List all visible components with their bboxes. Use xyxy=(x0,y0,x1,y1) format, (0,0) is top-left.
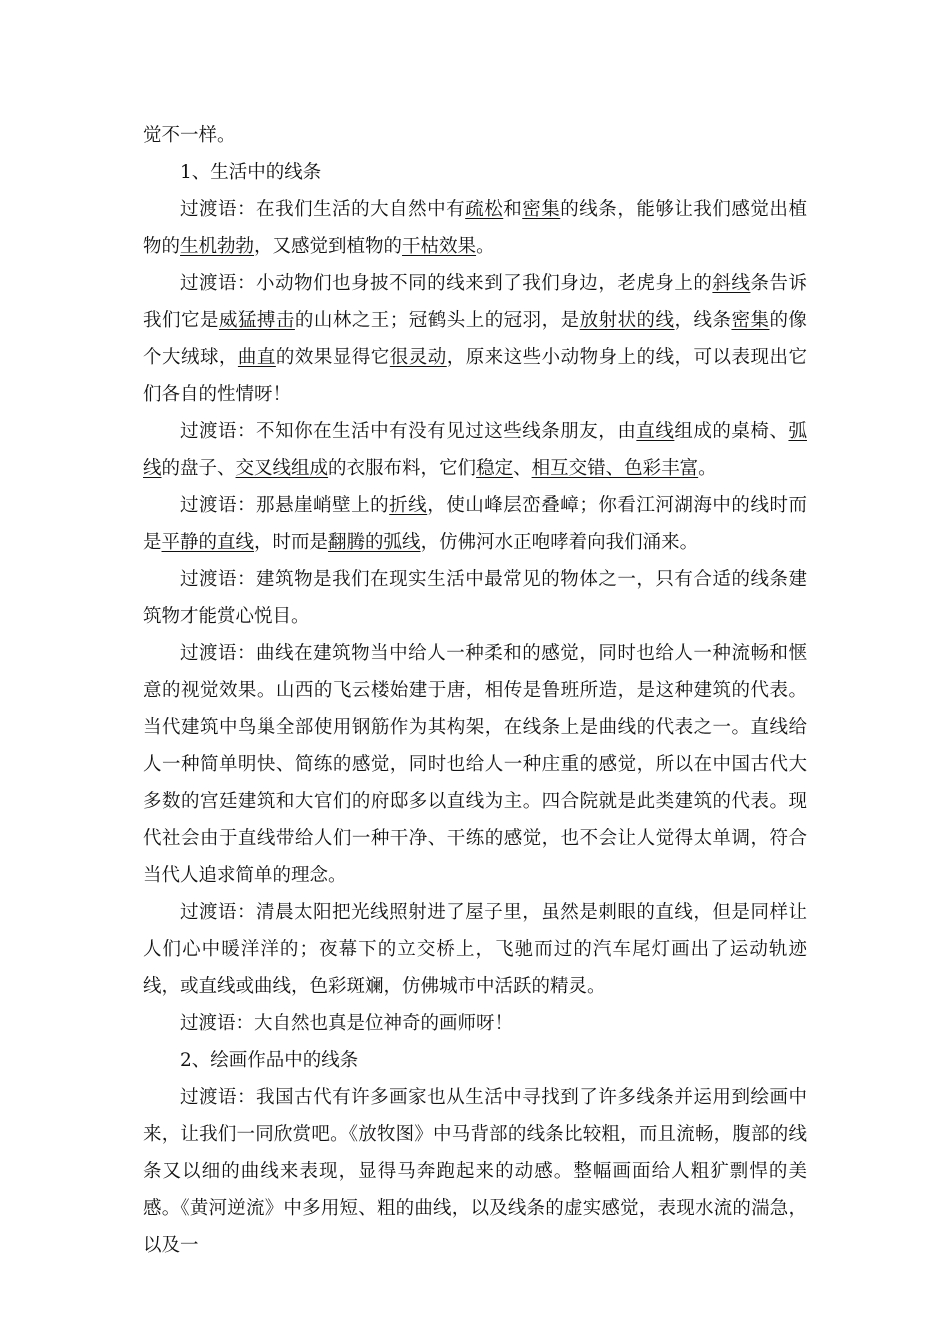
paragraph xyxy=(143,635,807,894)
underlined-text: 交叉线组成 xyxy=(235,458,329,479)
text-run: ，使山峰层峦叠嶂；你看江河湖海中的线时而是 xyxy=(143,495,807,553)
text-run: 过渡语：那悬崖峭壁上的 xyxy=(180,495,390,516)
paragraph xyxy=(143,1079,807,1264)
paragraph xyxy=(143,191,807,265)
underlined-text: 相互交错、色彩丰富 xyxy=(531,458,699,479)
underlined-text: 密集 xyxy=(731,310,770,331)
underlined-text: 平静的直线 xyxy=(161,532,255,553)
text-run: 的山林之王；冠鹤头上的冠羽，是 xyxy=(294,310,580,331)
text-run: ，又感觉到植物的 xyxy=(254,236,403,257)
underlined-text: 生机勃勃 xyxy=(180,236,255,257)
paragraph xyxy=(143,117,807,154)
underlined-text: 斜线 xyxy=(712,273,751,294)
text-run: ，线条 xyxy=(674,310,732,331)
text-run: ，仿佛河水正咆哮着向我们涌来。 xyxy=(420,532,699,553)
underlined-text: 威猛搏击 xyxy=(218,310,295,331)
text-run: ，原来这些小动物身上的线，可以表现出它们各自的性情呀！ xyxy=(143,347,807,405)
text-run: 过渡语：曲线在建筑物当中给人一种柔和的感觉，同时也给人一种流畅和惬意的视觉效果。山西的飞云楼始建于唐，相传是鲁班所造，是这种建筑的代表。当代建筑中鸟巢全部使用钢筋作为其构架，在线条上是曲线的代表之一。直线给人一种简单明快、简练的感觉，同时也给人一种庄重的感觉，所以在中国古代大多数的宫廷建筑和大官们的府邸多以直线为主。四合院就是此类建筑的代表。现代社会由于直线带给人们一种干净、干练的感觉，也不会让人觉得太单调，符合当代人追求简单的理念。 xyxy=(143,643,807,886)
text-run: 过渡语：小动物们也身披不同的线来到了我们身边，老虎身上的 xyxy=(180,273,713,294)
text-run: 过渡语：建筑物是我们在现实生活中最常见的物体之一，只有合适的线条建筑物才能赏心悦目。 xyxy=(143,569,807,627)
text-run: 过渡语：清晨太阳把光线照射进了屋子里，虽然是刺眼的直线，但是同样让人们心中暖洋洋的；夜幕下的立交桥上，飞驰而过的汽车尾灯画出了运动轨迹线，或直线或曲线，色彩斑斓，仿佛城市中活跃的精灵。 xyxy=(143,902,807,997)
underlined-text: 直线 xyxy=(636,421,675,442)
underlined-text: 放射状的线 xyxy=(579,310,675,331)
text-run: 和 xyxy=(503,199,523,220)
paragraph xyxy=(143,413,807,487)
text-run: 过渡语：在我们生活的大自然中有 xyxy=(180,199,466,220)
text-run: 的效果显得它 xyxy=(275,347,390,368)
underlined-text: 弧线 xyxy=(143,421,807,479)
text-run: 2、绘画作品中的线条 xyxy=(180,1050,359,1071)
paragraph xyxy=(143,1042,807,1079)
text-run: 。 xyxy=(476,236,495,257)
text-run: 的线条，能够让我们感觉出植物的 xyxy=(143,199,807,257)
underlined-text: 稳定 xyxy=(476,458,514,479)
text-run: 1、生活中的线条 xyxy=(180,162,322,183)
text-run: 过渡语：我国古代有许多画家也从生活中寻找到了许多线条并运用到绘画中来，让我们一同欣赏吧。《放牧图》中马背部的线条比较粗，而且流畅，腹部的线条又以细的曲线来表现，显得马奔跑起来的动感。整幅画面给人粗犷剽悍的美感。《黄河逆流》中多用短、粗的曲线，以及线条的虚实感觉，表现水流的湍急，以及一 xyxy=(143,1087,807,1256)
text-run: 觉不一样。 xyxy=(143,125,236,146)
text-run: 的像个大绒球， xyxy=(143,310,807,368)
underlined-text: 疏松 xyxy=(465,199,504,220)
text-run: 。 xyxy=(698,458,717,479)
text-run: 的盘子、 xyxy=(161,458,236,479)
paragraph xyxy=(143,894,807,1005)
text-run: 过渡语：不知你在生活中有没有见过这些线条朋友，由 xyxy=(180,421,637,442)
text-run: 组成的桌椅、 xyxy=(674,421,789,442)
text-run: ，时而是 xyxy=(254,532,329,553)
paragraph xyxy=(143,154,807,191)
underlined-text: 密集 xyxy=(522,199,561,220)
text-run: 过渡语：大自然也真是位神奇的画师呀！ xyxy=(180,1013,514,1034)
text-run: 的衣服布料，它们 xyxy=(328,458,477,479)
paragraph xyxy=(143,1005,807,1042)
paragraph xyxy=(143,561,807,635)
paragraph xyxy=(143,265,807,413)
underlined-text: 折线 xyxy=(389,495,428,516)
underlined-text: 干枯效果 xyxy=(402,236,477,257)
text-run: 条告诉我们它是 xyxy=(143,273,807,331)
document-body xyxy=(143,117,807,1264)
underlined-text: 曲直 xyxy=(237,347,276,368)
paragraph xyxy=(143,487,807,561)
underlined-text: 很灵动 xyxy=(389,347,447,368)
text-run: 、 xyxy=(513,458,532,479)
underlined-text: 翻腾的弧线 xyxy=(328,532,421,553)
